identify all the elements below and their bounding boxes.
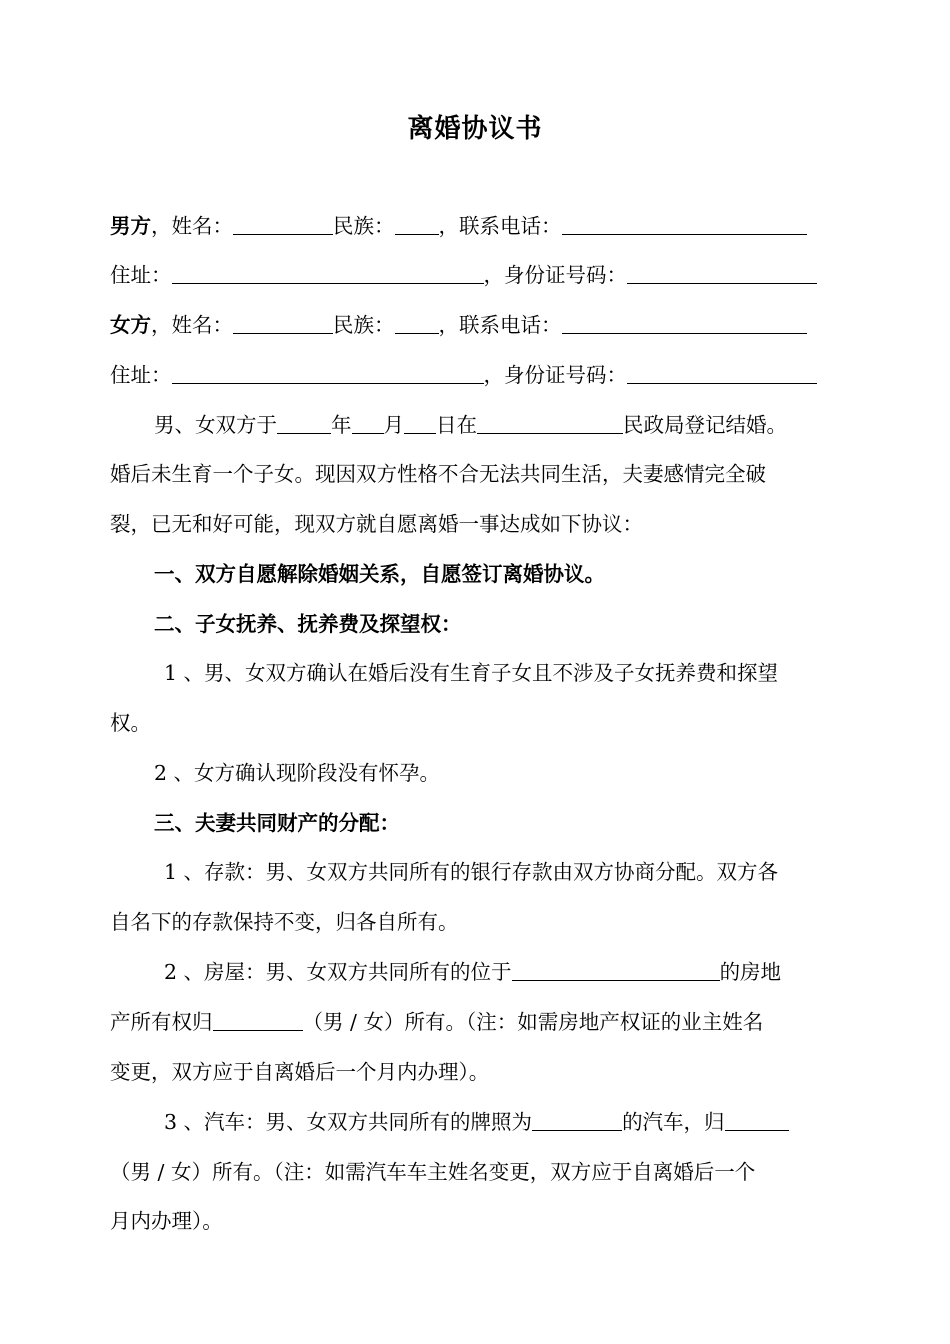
- female-info-line: [110, 310, 836, 340]
- male-name-blank[interactable]: [233, 214, 333, 235]
- id-label: ，身份证号码：: [483, 263, 627, 287]
- female-address-line: [110, 360, 836, 390]
- phone-label: ，联系电话：: [438, 313, 562, 337]
- section-3-heading: 三、夫妻共同财产的分配：: [154, 811, 400, 835]
- month-label: 月: [383, 413, 404, 437]
- section-2-item-2: 2 、女方确认现阶段没有怀孕。: [154, 761, 441, 785]
- male-id-blank[interactable]: [627, 263, 817, 284]
- male-label: 男方: [110, 214, 151, 238]
- female-ethnicity-blank[interactable]: [395, 313, 439, 334]
- section-2-item-1: 1 、男、女双方确认在婚后没有生育子女且不涉及子女抚养费和探望: [164, 661, 779, 685]
- ethnicity-label: 民族：: [333, 214, 395, 238]
- female-label: 女方: [110, 313, 151, 337]
- female-address-blank[interactable]: [172, 363, 484, 384]
- house-item-cont: [110, 1007, 836, 1037]
- section-1-heading: 一、双方自愿解除婚姻关系，自愿签订离婚协议。: [154, 562, 605, 586]
- address-label: 住址：: [110, 363, 172, 387]
- month-blank[interactable]: [352, 413, 384, 434]
- car-text-2: 的汽车，归: [622, 1110, 725, 1134]
- section-2-heading: 二、子女抚养、抚养费及探望权：: [154, 612, 462, 636]
- deposit-item-cont: 自名下的存款保持不变，归各自所有。: [110, 910, 459, 934]
- name-label: ，姓名：: [151, 313, 233, 337]
- car-text: 3 、汽车：男、女双方共同所有的牌照为: [164, 1110, 533, 1134]
- day-label: 日在: [436, 413, 477, 437]
- male-ethnicity-blank[interactable]: [395, 214, 439, 235]
- female-id-blank[interactable]: [627, 363, 817, 384]
- registered-text: 民政局登记结婚。: [623, 413, 787, 437]
- address-label: 住址：: [110, 263, 172, 287]
- marriage-line-2: 婚后未生育一个子女。现因双方性格不合无法共同生活，夫妻感情完全破: [110, 462, 766, 486]
- house-text: 2 、房屋：男、女双方共同所有的位于: [164, 960, 512, 984]
- male-info-line: [110, 211, 836, 241]
- marriage-line-3: 裂，已无和好可能，现双方就自愿离婚一事达成如下协议：: [110, 512, 643, 536]
- marriage-text: 男、女双方于: [154, 413, 277, 437]
- car-item: [164, 1107, 836, 1137]
- car-item-cont: （男 / 女）所有。（注：如需汽车车主姓名变更，双方应于自离婚后一个: [110, 1160, 756, 1184]
- deposit-item: 1 、存款：男、女双方共同所有的银行存款由双方协商分配。双方各: [164, 860, 779, 884]
- name-label: ，姓名：: [151, 214, 233, 238]
- house-note: （男 / 女）所有。（注：如需房地产权证的业主姓名: [302, 1010, 764, 1034]
- house-item: [164, 957, 836, 987]
- female-name-blank[interactable]: [233, 313, 333, 334]
- car-plate-blank[interactable]: [532, 1110, 622, 1131]
- house-item-end: 变更，双方应于自离婚后一个月内办理）。: [110, 1060, 490, 1084]
- house-owner-text: 产所有权归: [110, 1010, 213, 1034]
- year-label: 年: [331, 413, 352, 437]
- marriage-line-1: [154, 410, 836, 440]
- male-address-blank[interactable]: [172, 263, 484, 284]
- house-location-blank[interactable]: [512, 960, 720, 981]
- male-address-line: [110, 260, 836, 290]
- male-phone-blank[interactable]: [562, 214, 807, 235]
- document-title: 离婚协议书: [407, 114, 543, 144]
- ethnicity-label: 民族：: [333, 313, 395, 337]
- car-item-end: 月内办理）。: [110, 1209, 223, 1233]
- phone-label: ，联系电话：: [438, 214, 562, 238]
- day-blank[interactable]: [404, 413, 436, 434]
- section-2-item-1-cont: 权。: [110, 711, 151, 735]
- car-owner-blank[interactable]: [725, 1110, 789, 1131]
- year-blank[interactable]: [277, 413, 331, 434]
- house-owner-blank[interactable]: [213, 1010, 303, 1031]
- house-text-2: 的房地: [719, 960, 782, 984]
- bureau-blank[interactable]: [477, 413, 623, 434]
- id-label: ，身份证号码：: [483, 363, 627, 387]
- female-phone-blank[interactable]: [562, 313, 807, 334]
